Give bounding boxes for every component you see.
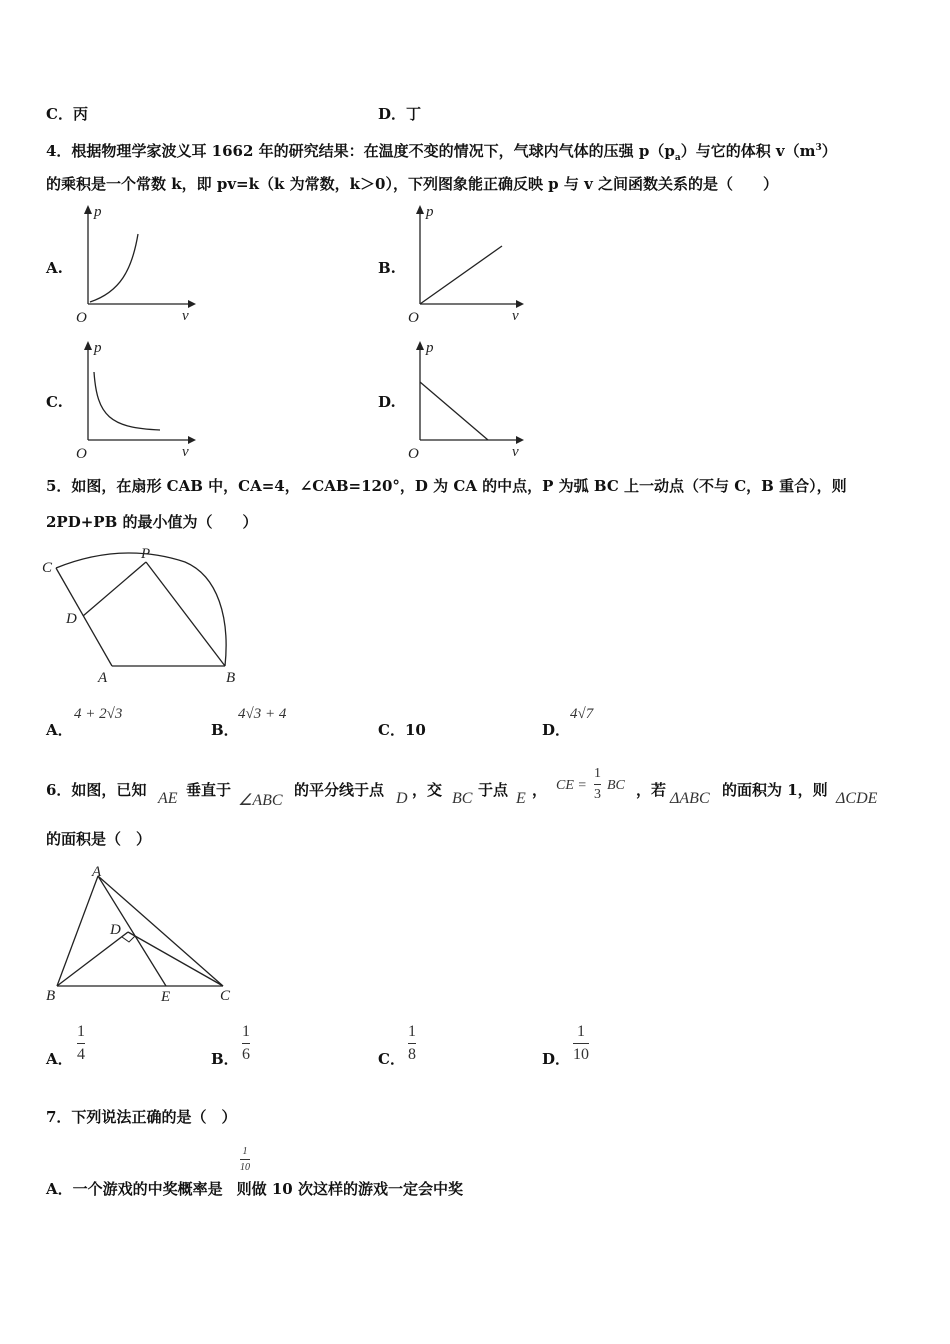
point-a-label: A (92, 864, 102, 880)
q4-stem-sup: 3 (815, 143, 822, 153)
q4-stem-line2: 的乘积是一个常数 k，即 pv=k（k 为常数，k＞0），下列图象能正确反映 p 与 v 之间函数关系的是（ ） (46, 175, 779, 193)
q5-option-a-value: 4 + 2√3 (74, 706, 123, 722)
q6-text-1: 6．如图，已知 (46, 781, 147, 799)
q7-option-a-fraction (240, 1146, 250, 1173)
q6-math-e: E (516, 790, 526, 807)
q4-stem-part-a: 4．根据物理学家波义耳 1662 年的研究结果：在温度不变的情况下，气球内气体的压强 p（p (46, 142, 675, 160)
arc-bc (56, 553, 226, 666)
q5-option-c-label: C． (378, 721, 405, 739)
q3-option-d: D．丁 (378, 105, 422, 123)
q6-math-abc-triangle: ΔABC (670, 790, 710, 807)
q6-option-c-label: C． (378, 1050, 405, 1068)
q6-option-a-den: 4 (77, 1046, 85, 1063)
q6-text-5: 于点 (478, 781, 509, 799)
q7-option-a-text2: 则做 10 次这样的游戏一定会中奖 (236, 1180, 463, 1198)
fraction-bar (242, 1043, 250, 1044)
q7-stem: 7．下列说法正确的是（ ） (46, 1108, 237, 1126)
y-arrow-icon (84, 205, 92, 214)
q6-ce-numerator: 1 (594, 766, 601, 781)
point-p-label: P (141, 546, 151, 562)
q4-stem-part-b: ）与它的体积 v（m (680, 142, 816, 160)
q6-option-b-den: 6 (242, 1046, 250, 1063)
q5-stem-line1: 5．如图，在扇形 CAB 中，CA=4，∠CAB=120°，D 为 CA 的中点，P 为弧 BC 上一动点（不与 C，B 重合），则 (46, 477, 847, 495)
q6-option-d-fraction (573, 1023, 589, 1064)
segment-ca (56, 568, 112, 666)
point-a-label: A (98, 670, 108, 686)
x-arrow-icon (188, 436, 196, 444)
x-label: v (512, 308, 519, 324)
origin-label: O (76, 310, 87, 326)
q6-text-3: 的平分线于点 (294, 781, 385, 799)
x-label: v (182, 308, 189, 324)
origin-label: O (408, 310, 419, 326)
point-c-label: C (42, 560, 53, 576)
x-arrow-icon (516, 436, 524, 444)
point-e-label: E (161, 989, 171, 1005)
q4-stem-line1 (46, 138, 837, 168)
line (420, 382, 488, 440)
curve (94, 372, 160, 430)
q6-text-2: 垂直于 (186, 781, 232, 799)
q4-graph-c (70, 336, 200, 461)
q3-option-c: C．丙 (46, 105, 88, 123)
q4-label-c: C. (46, 393, 63, 411)
y-label: p (426, 204, 434, 220)
q6-text-4: ，交 (412, 781, 443, 799)
q5-option-a-label: A． (46, 721, 73, 739)
q6-text-7: ，若 (636, 781, 667, 799)
segment-ab (57, 876, 98, 986)
segment-pb (146, 562, 225, 666)
point-d-label: D (66, 611, 77, 627)
q6-option-a-fraction (77, 1023, 85, 1064)
q6-option-d-label: D． (542, 1050, 571, 1068)
q5-option-d-value: 4√7 (570, 706, 594, 722)
fraction-bar (594, 784, 601, 785)
q4-label-a: A. (46, 259, 63, 277)
q5-option-b-value: 4√3 + 4 (238, 706, 287, 722)
segment-dp (83, 562, 146, 616)
q7-option-a-text1: A．一个游戏的中奖概率是 (46, 1180, 223, 1198)
q4-graph-b (402, 200, 532, 325)
q6-option-c-num: 1 (408, 1023, 416, 1040)
q4-label-b: B. (378, 259, 396, 277)
q6-ce-rhs: BC (607, 778, 625, 793)
q5-sector-figure (40, 548, 250, 688)
q6-text-8: 的面积为 1，则 (722, 781, 828, 799)
q6-math-cde-triangle: ΔCDE (836, 790, 878, 807)
q5-stem-line2: 2PD+PB 的最小值为（ ） (46, 513, 258, 531)
point-d-label: D (110, 922, 121, 938)
q6-math-d: D (396, 790, 408, 807)
point-b-label: B (226, 670, 236, 686)
q6-ce-lhs: CE = (556, 778, 587, 793)
y-arrow-icon (416, 205, 424, 214)
x-label: v (182, 444, 189, 460)
q4-stem-part-c: ） (821, 142, 837, 160)
q6-stem-line2: 的面积是（ ） (46, 830, 152, 848)
y-label: p (94, 340, 102, 356)
q6-option-d-den: 10 (573, 1046, 589, 1063)
fraction-bar (77, 1043, 85, 1044)
segment-dc (128, 932, 223, 986)
q7-option-a (46, 1179, 463, 1199)
q6-math-bc: BC (452, 790, 473, 807)
q6-math-angle-abc: ∠ABC (238, 792, 283, 809)
q6-option-b-label: B． (211, 1050, 239, 1068)
x-arrow-icon (188, 300, 196, 308)
q5-option-b-label: B． (211, 721, 239, 739)
q6-ce-denominator: 3 (594, 787, 601, 802)
q6-text-6: ， (532, 781, 548, 799)
y-arrow-icon (84, 341, 92, 350)
fraction-bar (573, 1043, 589, 1044)
q6-ce-fraction (594, 766, 601, 803)
q4-graph-d (402, 336, 532, 461)
y-arrow-icon (416, 341, 424, 350)
q7-option-a-num: 1 (242, 1146, 248, 1157)
q6-option-d-num: 1 (577, 1023, 585, 1040)
fraction-bar (408, 1043, 416, 1044)
curve (90, 234, 138, 302)
q6-triangle-figure (40, 864, 240, 1004)
y-label: p (426, 340, 434, 356)
right-angle-mark (122, 936, 135, 942)
origin-label: O (76, 446, 87, 462)
q6-option-b-fraction (242, 1023, 250, 1064)
q5-option-c-value: 10 (404, 721, 426, 739)
q6-option-c-fraction (408, 1023, 416, 1064)
q6-option-a-label: A． (46, 1050, 73, 1068)
x-arrow-icon (516, 300, 524, 308)
fraction-bar (240, 1159, 250, 1160)
q6-option-b-num: 1 (242, 1023, 250, 1040)
point-b-label: B (46, 988, 56, 1004)
q7-option-a-den: 10 (240, 1162, 250, 1173)
q5-option-c (378, 719, 426, 740)
point-c-label: C (220, 988, 231, 1004)
q6-option-c-den: 8 (408, 1046, 416, 1063)
q4-label-d: D. (378, 393, 396, 411)
q6-option-a-num: 1 (77, 1023, 85, 1040)
q6-math-ae: AE (158, 790, 178, 807)
y-label: p (94, 204, 102, 220)
q4-graph-a (70, 200, 200, 325)
origin-label: O (408, 446, 419, 462)
q4-stem-sub: a (674, 153, 681, 163)
segment-ae (98, 876, 166, 986)
q5-option-d-label: D． (542, 721, 571, 739)
x-label: v (512, 444, 519, 460)
line (420, 246, 502, 304)
